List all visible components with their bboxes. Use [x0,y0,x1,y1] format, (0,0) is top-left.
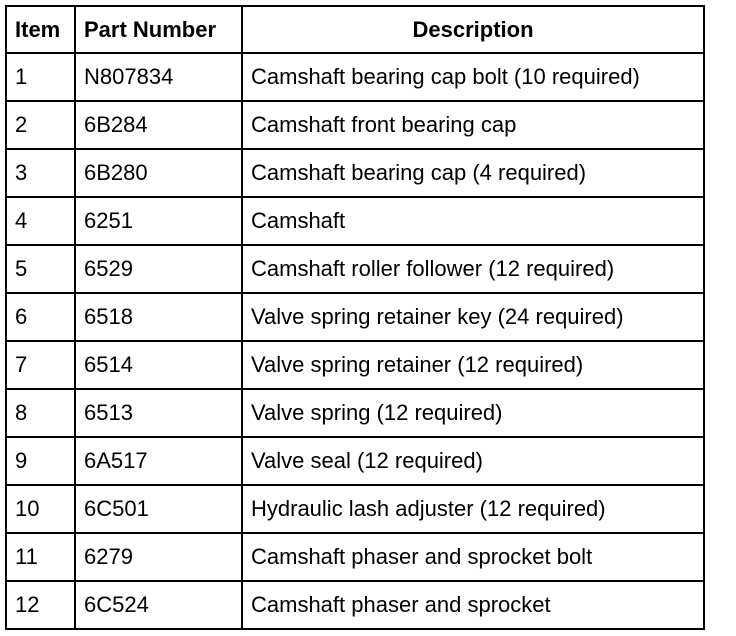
part-number-cell: 6518 [75,293,242,341]
description-cell: Valve seal (12 required) [242,437,704,485]
table-row [6,101,704,149]
item-cell: 9 [6,437,75,485]
description-cell: Valve spring retainer (12 required) [242,341,704,389]
item-column-header: Item [6,6,75,53]
part-number-cell: 6B280 [75,149,242,197]
description-cell: Valve spring (12 required) [242,389,704,437]
table-row [6,437,704,485]
part-number-column-header: Part Number [75,6,242,53]
part-number-cell: 6A517 [75,437,242,485]
table-row [6,293,704,341]
table-row [6,53,704,101]
item-cell: 3 [6,149,75,197]
item-cell: 5 [6,245,75,293]
item-cell: 10 [6,485,75,533]
part-number-cell: 6514 [75,341,242,389]
description-cell: Camshaft front bearing cap [242,101,704,149]
description-cell: Camshaft bearing cap bolt (10 required) [242,53,704,101]
table-row [6,389,704,437]
part-number-cell: 6C501 [75,485,242,533]
table-row [6,149,704,197]
table-row [6,245,704,293]
item-cell: 12 [6,581,75,629]
part-number-cell: 6279 [75,533,242,581]
description-cell: Valve spring retainer key (24 required) [242,293,704,341]
table-row [6,533,704,581]
item-cell: 7 [6,341,75,389]
table-body [6,53,704,629]
description-cell: Camshaft [242,197,704,245]
header-row [6,6,704,53]
item-cell: 2 [6,101,75,149]
description-cell: Camshaft bearing cap (4 required) [242,149,704,197]
part-number-cell: N807834 [75,53,242,101]
part-number-cell: 6513 [75,389,242,437]
table-row [6,581,704,629]
table-row [6,197,704,245]
part-number-cell: 6251 [75,197,242,245]
description-cell: Camshaft phaser and sprocket [242,581,704,629]
item-cell: 8 [6,389,75,437]
description-cell: Camshaft roller follower (12 required) [242,245,704,293]
item-cell: 6 [6,293,75,341]
item-cell: 4 [6,197,75,245]
item-cell: 11 [6,533,75,581]
table-row [6,485,704,533]
description-cell: Camshaft phaser and sprocket bolt [242,533,704,581]
item-cell: 1 [6,53,75,101]
description-cell: Hydraulic lash adjuster (12 required) [242,485,704,533]
table-row [6,341,704,389]
parts-table [5,5,705,630]
description-column-header: Description [242,6,704,53]
part-number-cell: 6C524 [75,581,242,629]
part-number-cell: 6B284 [75,101,242,149]
part-number-cell: 6529 [75,245,242,293]
table-header [6,6,704,53]
